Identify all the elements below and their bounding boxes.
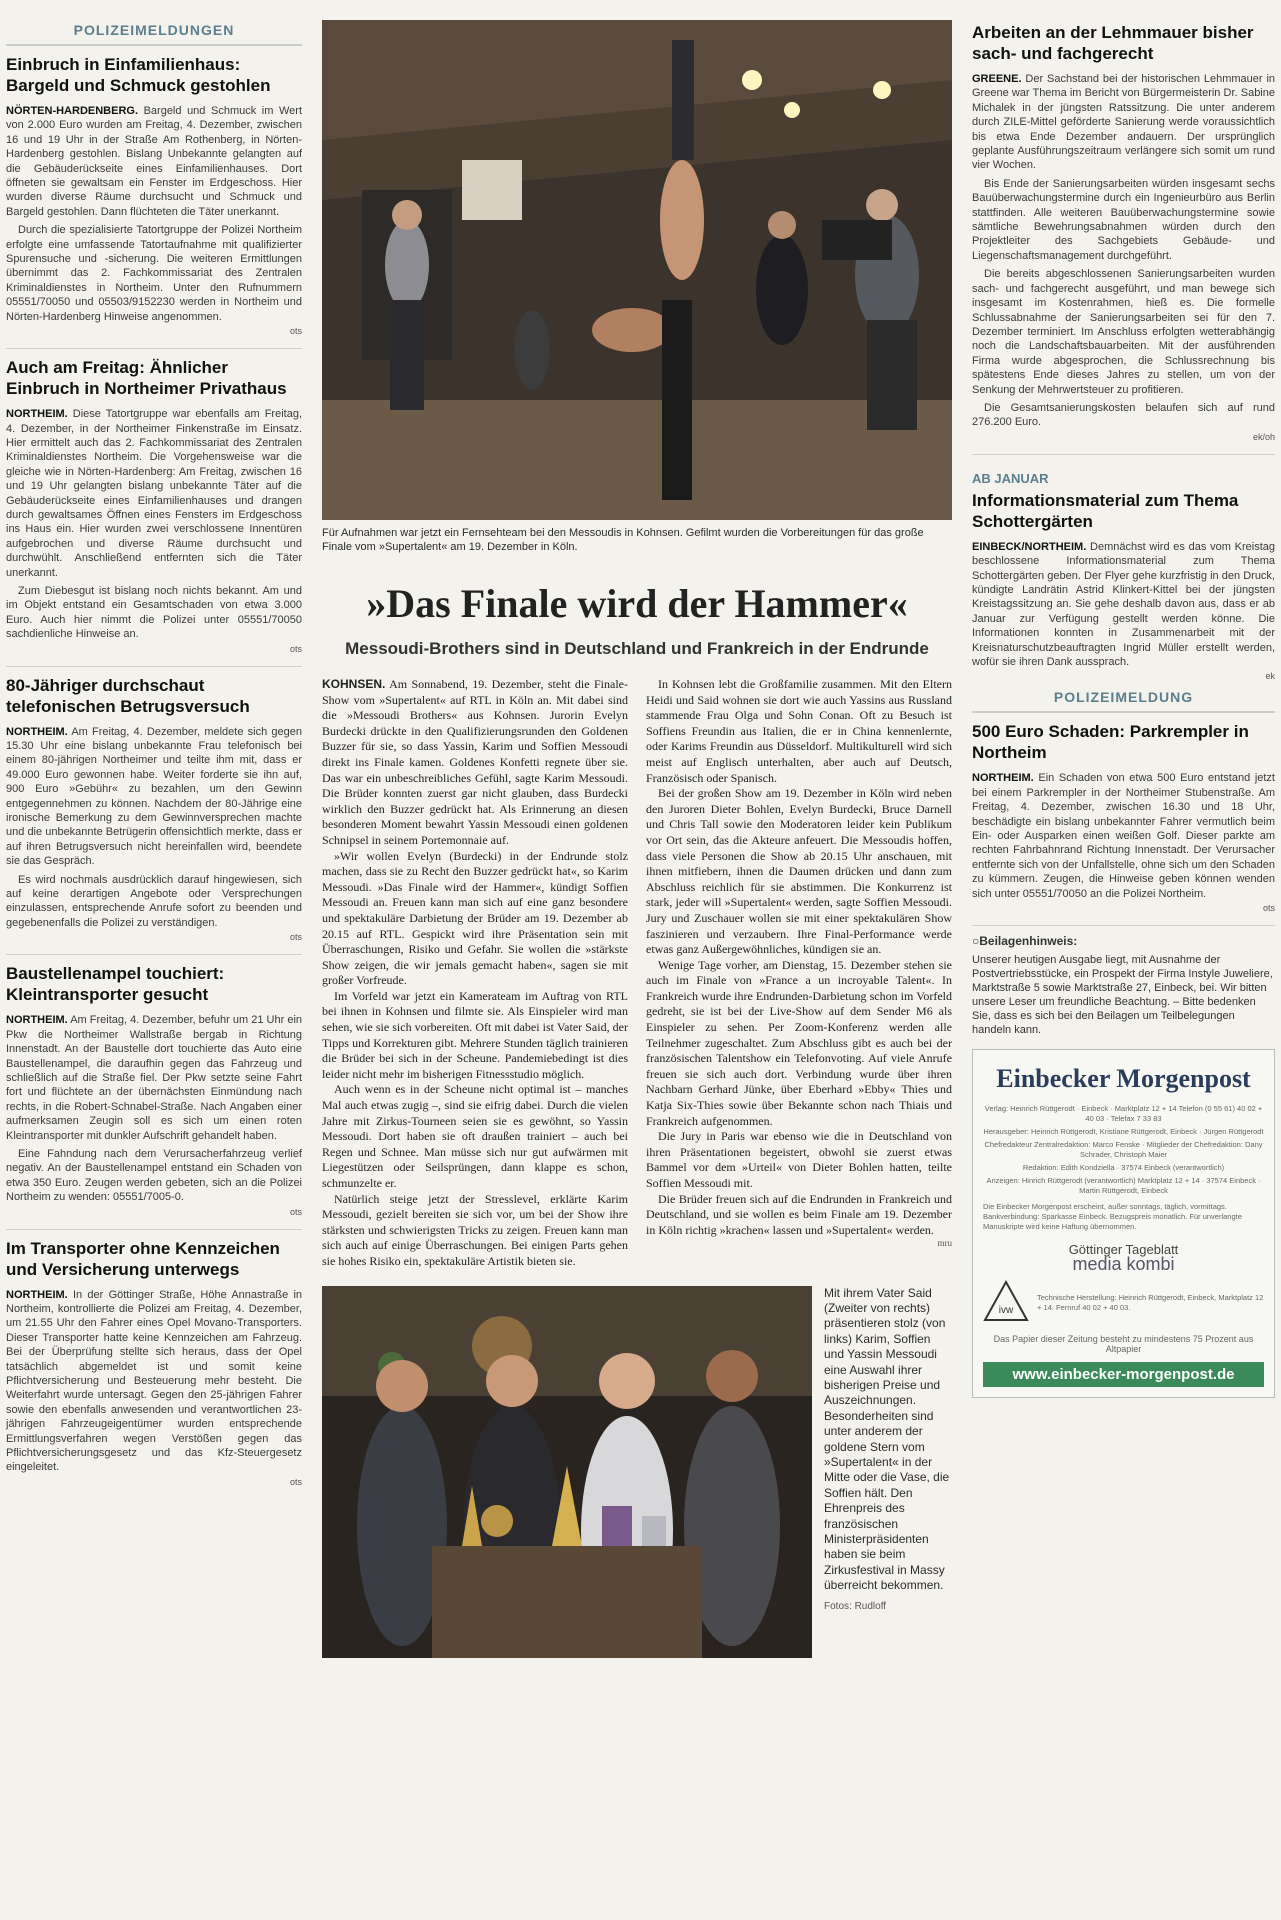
author-sign: ek/oh <box>1252 431 1275 442</box>
divider <box>6 666 302 667</box>
imprint-verlag: Verlag: Heinrich Rüttgerodt · Einbeck · Marktplatz 12 + 14 Telefon (0 55 61) 40 02 + 40 03 · Telefax 7 33 83 <box>984 1104 1263 1124</box>
article-location: NORTHEIM. <box>6 408 68 421</box>
section-label: POLIZEIMELDUNGEN <box>6 0 302 46</box>
article-parkrempler <box>972 721 1275 913</box>
author-sign: ots <box>289 643 302 654</box>
article-transporter <box>6 1238 302 1487</box>
article-body: GREENE. Der Sachstand bei der historischen Lehmmauer in Greene war Thema im Bericht von Bürgermeisterin Dr. Sabine Michalek in der jüngsten Ratssitzung. Die unter anderem durch ZILE-Mittel geförderte Sanierung werde voraussichtlich bis etwa Ende Dezember andauern. Der ursprünglich geplante Ausführungszeitraum verlängere sich somit um rund vier Wochen. <box>972 73 1276 172</box>
article-body: Bis Ende der Sanierungsarbeiten würden insgesamt sechs Bauüberwachungstermine durch ein Ingenieurbüro aus Berlin stattfinden. Alle weiteren Bauüberwachungstermine sowie sämtliche Bewehrungsabnahmen würden durch den Projektleiter des Sachgebiets Gebäude- und Liegenschaftsmanagement durchgeführt. <box>972 177 1275 262</box>
paragraph: »Wir wollen Evelyn (Burdecki) in der Endrunde stolz machen, dass sie zu Recht den Buzzer gedrückt hat«, so Karim Messoudi. »Das Finale wird der Hammer«, kündigt Soffien Messoudi an. Freuen kann man sich auf eine ganz besondere und spektakuläre Darbietung der Brüder am 19. Dezember ab 20.15 auf RTL. Gespickt wird ihre Präsentation sein mit Überraschungen, Risiko und Gefahr. Sie wollen die »stärkste Show zeigen, die wir jemals gemacht haben«, sagen sie mit großer Vorfreude. <box>322 848 628 988</box>
author-sign: ots <box>289 1476 302 1487</box>
article-body: Die bereits abgeschlossenen Sanierungsarbeiten wurden sach- und fachgerecht ausgeführt, und man bewege sich insgesamt im Kostenrahmen, hieß es. Die formelle Schlussabnahme der Sanierungsarbeiten sei für den 7. Dezember terminiert. Im Anschluss erfolgten wetterabhängig noch die Landschaftsbauarbeiten. Mit der ausführenden Firma wurde abgesprochen, die Schlussrechnung bis spätestens Ende dieses Jahres zu stellen, um von der Senkung der Mehrwertsteuer zu profitieren. <box>972 268 1275 396</box>
article-body: Es wird nochmals ausdrücklich darauf hingewiesen, sich auf keine derartigen Angebote oder Versprechungen einzulassen, entsprechende Anrufe sofort zu beenden und gegebenenfalls die Polizei zu verständigen. <box>6 873 302 929</box>
article-body: NORTHEIM. In der Göttinger Straße, Höhe Annastraße in Northeim, kontrollierte die Polizei am Freitag, 4. Dezember, um 21.55 Uhr den Fahrer eines Opel Movano-Transporters. Dieser Transporter hatte keine Kennzeichen am Fahrzeug. Bei der Überprüfung stellte sich heraus, dass der Opel tatsächlich abgemeldet ist und somit keine Pflichtversicherung und Besteuerung mehr besteht. Die Weiterfahrt wurde untersagt. Gegen den 25-jährigen Fahrer sowie den ebenfalls anwesenden und verantwortlichen 23-jährigen Fahrzeugeigentümer wurden entsprechende Ermittlungsverfahren wegen Verstößen gegen das Pflichtversicherungsgesetz und das Kfz-Steuergesetz eingeleitet. <box>6 1288 303 1474</box>
hint-text: Unserer heutigen Ausgabe liegt, mit Ausnahme der Postvertriebsstücke, ein Prospekt der Firma Instyle Juweliere, Marktstraße 5 sowie Marktstraße 27, Einbeck, bei. Wir bitten unsere Leser um freundliche Beachtung. – Bitte bedenken Sie, dass es sich bei den Beilagen um Teilbelegungen handeln kann. <box>972 954 1273 1037</box>
website-link[interactable]: www.einbecker-morgenpost.de <box>983 1362 1264 1387</box>
imprint-chefredaktion: Chefredakteur Zentralredaktion: Marco Fenske · Mitglieder der Chefredaktion: Dany Schrader, Christoph Maier <box>984 1140 1263 1160</box>
paragraph: Im Vorfeld war jetzt ein Kamerateam im Auftrag von RTL bei ihnen in Kohnsen und filmte sie. Als Einspieler wird man sehen, wie sie sich vorbereiten. Oft mit dabei ist Vater Said, der Tipps und Korrekturen gibt. Mehrere Stunden täglich trainieren die Brüder bei sich in der Scheune. Pandemiebedingt ist dies leider nicht mehr im bisherigen Fitnessstudio möglich. <box>322 988 628 1081</box>
photo-brothers <box>322 1286 812 1658</box>
imprint-fineprint: Technische Herstellung: Heinrich Rüttgerodt, Einbeck, Marktplatz 12 + 14. Fernruf 40 02 + 40 03. <box>1037 1293 1264 1313</box>
article-location: NORTHEIM. <box>6 725 68 738</box>
article-text <box>322 677 952 1270</box>
svg-text:ivw: ivw <box>998 1305 1014 1317</box>
article-headline: 500 Euro Schaden: Parkrempler in Northeim <box>972 722 1249 763</box>
divider <box>6 954 302 955</box>
ivw-seal-icon <box>983 1280 1029 1326</box>
article-body: NÖRTEN-HARDENBERG. Bargeld und Schmuck im Wert von 2.000 Euro wurden am Freitag, 4. Dezember, zwischen 16 und 19 Uhr in der Straße Am Rothenberg, in Nörten-Hardenberg gestohlen. Bislang Unbekannte gelangten auf die Gebäuderückseite eines Einfamilienhauses. Dort öffneten sie gewaltsam ein Fenster im Erdgeschoss. Hier wurden diverse Räume durchsucht und Schmuck und Bargeld gestohlen. Dann flüchteten die Täter unerkannt. <box>6 105 302 218</box>
section-label: POLIZEIMELDUNG <box>972 681 1275 713</box>
divider <box>972 925 1275 926</box>
article-headline: Einbruch in Einfamilienhaus: Bargeld und Schmuck gestohlen <box>6 55 271 95</box>
article-location: NÖRTEN-HARDENBERG. <box>6 105 138 117</box>
article-betrugsversuch <box>6 675 302 943</box>
article-location: EINBECK/NORTHEIM. <box>972 540 1087 553</box>
article-body: Die Gesamtsanierungskosten belaufen sich auf rund 276.200 Euro. <box>972 401 1275 429</box>
photo-image <box>322 20 952 520</box>
imprint-fineprint: Die Einbecker Morgenpost erscheint, außer sonntags, täglich, vormittags. Bankverbindung: Sparkasse Einbeck. Bezugspreis monatlich. Für unverlangte Manuskripte wird keine Haftung übernommen. <box>983 1202 1242 1232</box>
author-sign: mru <box>937 1238 952 1249</box>
imprint-anzeigen: Anzeigen: Hinrich Rüttgerodt (verantwortlich) Marktplatz 12 + 14 · 37574 Einbeck · Martin Rüttgerodt, Einbeck <box>986 1176 1261 1196</box>
article-body: Durch die spezialisierte Tatortgruppe der Polizei Northeim erfolgte eine umfassende Tatortaufnahme mit qualifizierter Spurensuche und -sicherung. Die weiteren Ermittlungen übernimmt das 2. Fachkommissariat des Zentralen Kriminaldienstes in Northeim. Unter den Rufnummern 05551/70050 und 05503/9152230 werden in Northeim und Nörten-Hardenberg Hinweise angenommen. <box>6 224 302 323</box>
author-sign: ots <box>289 326 302 337</box>
article-location: KOHNSEN. <box>322 677 386 691</box>
article-headline: Informationsmaterial zum Thema Schottergärten <box>972 490 1239 531</box>
article-lehmmauer <box>972 22 1275 442</box>
author-sign: ots <box>289 1206 302 1217</box>
divider <box>6 1229 302 1230</box>
photo-credit: Fotos: Rudloff <box>824 1600 887 1612</box>
photo-image <box>322 1286 812 1658</box>
tageblatt-logo: Göttinger Tageblatt media kombi <box>1068 1242 1179 1275</box>
paragraph: Bei der großen Show am 19. Dezember in Köln wird neben den Juroren Dieter Bohlen, Evelyn Burdecki, Bruce Darnell und Chris Tall sowie den Moderatoren leider kein Publikum vor Ort sein, das die Akteure anfeuert. Die Messoudis hoffen, dass viele Personen die Show ab 20.15 Uhr anschauen, mit ihnen mitfiebern, ihnen die Daumen drücken und dann zum Abschluss reichlich für sie abstimmen. Die Konkurrenz ist stark, jeder will »Supertalent« werden, sagte Soffien Messoudi. Jury und Zuschauer wollen sie mit einer spektakulären Show faszinieren und verzaubern. Ihre Final-Performance werde etwas ganz Außergewöhnliches, kündigen sie an. <box>646 786 952 957</box>
article-baustellenampel <box>6 963 302 1216</box>
bullet-icon: ○ <box>972 934 980 949</box>
article-body: Eine Fahndung nach dem Verursacherfahrzeug verlief negativ. An der Baustellenampel entstand ein Schaden von etwa 350 Euro. Zeugen werden gebeten, sich an die Polizei Northeim zu wenden: 05551/7005-0. <box>6 1147 302 1204</box>
article-location: NORTHEIM. <box>972 772 1034 785</box>
paragraph: Natürlich steige jetzt der Stresslevel, erklärte Karim Messoudi, gezielt bereiten sie sich vor, um bei der Show ihre stärksten und schwierigsten Tricks zu zeigen. Freuen kann man sich auch auf einige Überraschungen. Bei einigen Parts gehen sie hohes Risiko ein, spektakuläre Artistik bieten sie. <box>322 1191 628 1268</box>
imprint-bottom <box>983 1280 1264 1326</box>
imprint-redaktion: Redaktion: Edith Kondziella · 37574 Einbeck (verantwortlich) <box>1022 1163 1225 1173</box>
paragraph: Wenige Tage vorher, am Dienstag, 15. Dezember stehen sie auch im Finale von »France a un incroyable Talent«. In Frankreich wurde ihre Endrunden-Darbietung schon im Vorfeld gedreht, sie ist bei der Live-Show auf dem Sender M6 als Einspieler zu sehen. Per Zoom-Konferenz werden alle Teilnehmer zugeschaltet. Zum Abschluss gibt es auch bei der französischen Talentshow ein Telefonvoting. Auf viele Anrufe freuen sie sich auch dort. Verbindung wurde über ihren Nachbarn Gerhard Jünke, über Eberhard »Ebby« Thies und Katja Six-Thies sowie über Bekannte schon nach Thiais und Frankreich aufgenommen. <box>646 957 952 1128</box>
page-subheadline: Messoudi-Brothers sind in Deutschland und Frankreich in der Endrunde <box>345 639 929 658</box>
paragraph: Die Jury in Paris war ebenso wie die in Deutschland von ihren Präsentationen begeistert, obwohl sie zuerst etwas Bammel vor dem »Urteil« von Dieter Bohlen hatten, teilte Soffien Messoudi mit. <box>646 1129 952 1190</box>
left-column <box>6 0 302 1487</box>
article-body: NORTHEIM. Am Freitag, 4. Dezember, meldete sich gegen 15.30 Uhr eine bislang unbekannte Frau telefonisch bei einem 80-jährigen Northeimer und teilte ihm mit, dass er 49.000 Euro gewonnen habe. Weiter forderte sie ihn auf, 900 Euro »Gebühr« zu bezahlen, um den Gewinn entgegennehmen zu können. Nachdem der 80-Jährige eine ironische Bemerkung zu dem Gewinnversprechen machte und die unbekannte Betrügerin offensichtlich merkte, dass er auf ihren Betrugsversuch nicht hereinfallen wird, beendete sie das Gespräch. <box>6 725 303 868</box>
article-headline: Auch am Freitag: Ähnlicher Einbruch in Northeimer Privathaus <box>6 358 287 399</box>
article-body: NORTHEIM. Am Freitag, 4. Dezember, befuhr um 21 Uhr ein Pkw die Northeimer Wallstraße bergab in Richtung Innenstadt. An der Baustelle dort touchierte das Auto eine Baustellenampel, die daraufhin gegen das Fahrzeug und schließlich auf die Straße fiel. Der Pkw setzte seine Fahrt fort und flüchtete an der übernächsten Einmündung nach rechts, in die Robert-Schnabel-Straße. Nach Angaben einer aufmerksamen Zeugin soll es sich um einen roten Kleintransporter mit dunkler Aufschrift gehandelt haben. <box>6 1014 303 1142</box>
paragraph: Die Brüder freuen sich auf die Endrunden in Frankreich und Deutschland, und sie wollen es beim Finale am 19. Dezember in Köln richtig »krachen« lassen und »Supertalent« werden. <box>646 1191 952 1237</box>
divider <box>6 348 302 349</box>
author-sign: ots <box>289 932 302 943</box>
hint-title: ○Beilagenhinweis: <box>972 934 1078 949</box>
article-privathaus <box>6 357 302 654</box>
article-headline: Im Transporter ohne Kennzeichen und Versicherung unterwegs <box>6 1238 280 1279</box>
divider <box>972 454 1275 455</box>
article-body: NORTHEIM. Diese Tatortgruppe war ebenfalls am Freitag, 4. Dezember, in der Northeimer Finkenstraße im Einsatz. Hier ermittelt auch das 2. Fachkommissariat des Zentralen Kriminaldienstes Northeim. Die Vorgehensweise war die gleiche wie in Nörten-Hardenberg: Am Freitag, zwischen 16 und 19 Uhr gelangten bislang unbekannte Täter auf die Gebäuderückseite eines Einfamilienhauses und drangen durch gewaltsames Öffnen eines Fensters im Erdgeschoss ins Haus ein. Hier wurden zwei verschlossene Innentüren aufgebrochen und diverse Räume durchsucht und durchwühlt. Anschließend entfernten sich die Täter unerkannt. <box>6 408 302 579</box>
article-headline: 80-Jähriger durchschaut telefonischen Betrugsversuch <box>6 675 250 716</box>
photo-caption: Mit ihrem Vater Said (Zweiter von rechts) präsentieren stolz (von links) Karim, Soffien und Yassin Messoudi eine Auswahl ihrer bisherigen Preise und Auszeichnungen. Besonderheiten sind unter anderem der goldene Stern vom »Supertalent« in der Mitte oder die Vase, die Soffien hält. Den Ehrenpreis des französischen Ministerpräsidenten haben sie beim Zirkusfestival in Massy überreicht bekommen. <box>824 1285 950 1593</box>
article-headline: Baustellenampel touchiert: Kleintransporter gesucht <box>6 964 225 1005</box>
article-location: GREENE. <box>972 73 1022 85</box>
photo-caption: Für Aufnahmen war jetzt ein Fernsehteam bei den Messoudis in Kohnsen. Gefilmt wurden die Vorbereitungen für das große Finale vom »Supertalent« am 19. Dezember in Köln. <box>322 527 924 553</box>
article-body: EINBECK/NORTHEIM. Demnächst wird es das vom Kreistag beschlossene Informationsmaterial zum Thema Schottergärten geben. Der Flyer gehe kurzfristig in den Druck, kündigte Landrätin Astrid Klinkert-Kittel bei der jüngsten Kreistagssitzung an. Sie gehe deshalb davon aus, dass er ab Januar zur Verfügung gestellt werden könne. Die Informationen konnten in Zusammenarbeit mit der Kreisnaturschutzbeauftragten Ingrid Müller erstellt werden, wofür sie ihren Dank aussprach. <box>972 540 1275 668</box>
right-column <box>972 0 1275 1398</box>
text-column-2 <box>646 677 952 1270</box>
beilagen-hint <box>972 934 1275 1037</box>
paragraph: In Kohnsen lebt die Großfamilie zusammen. Mit den Eltern Heidi und Said wohnen sie dort wie auch Yassins aus Russland stammende Frau Olga und Sohn Conan. Oft zu Besuch ist Soffiens Freundin aus Italien, die er in China kennenlernte, oder Karims Freundin aus Düsseldorf. Multikulturell wird sich meist auf Englisch unterhalten, aber auch auf Deutsch, Französisch oder Spanisch. <box>646 677 952 785</box>
article-body: Zum Diebesgut ist bislang noch nichts bekannt. Am und im Objekt entstand ein Gesamtschaden von etwa 3.000 Euro. Auch hier nimmt die Polizei unter 05551/70050 sachdienliche Hinweise an. <box>6 584 302 641</box>
paragraph: KOHNSEN. Am Sonnabend, 19. Dezember, steht die Finale-Show vom »Supertalent« auf RTL in Köln an. Mit dabei sind die »Messoudi Brothers« aus Kohnsen. Jurorin Evelyn Burdecki drückte in den Qualifizierungsrunden den Goldenen Buzzer für sie, so dass Yassin, Karim und Soffien Messoudi direkt ins Finale kamen. Goldenes Konfetti regnete über sie. Das war ein unbeschreibliches Gefühl, sagte Karim Messoudi. Die Brüder konnten zuerst gar nicht glauben, dass Burdecki wirklich den Buzzer gedrückt hat. Als Erinnerung an diesen besonderen Moment bewahrt Yassin Messoudi einen goldenen Schnipsel in seinem Portemonnaie auf. <box>322 677 628 847</box>
author-sign: ots <box>1262 903 1275 914</box>
article-body: NORTHEIM. Ein Schaden von etwa 500 Euro entstand jetzt bei einem Parkrempler in der Northeimer Stubenstraße. Am Freitag, 4. Dezember, zwischen 16.30 und 18 Uhr, beschädigte ein bislang unbekannter Fahrer vermutlich beim Ein- oder Ausparken einen weißen Golf. Dieser parkte am rechten Fahrbahnrand Richtung Innenstadt. Der Verursacher entfernte sich von der Unfallstelle, ohne sich um den Schaden zu kümmern. Zeugen, die Hinweise geben können wenden sich unter 05551/70050 an die Polizei Northeim. <box>972 772 1275 900</box>
article-schottergaerten <box>972 463 1275 682</box>
article-kicker: AB JANUAR <box>972 470 1049 486</box>
paper-notice: Das Papier dieser Zeitung besteht zu mindestens 75 Prozent aus Altpapier <box>993 1334 1254 1355</box>
photo-caption-block <box>824 1286 952 1658</box>
page-headline: »Das Finale wird der Hammer« <box>366 581 908 626</box>
article-location: NORTHEIM. <box>6 1014 68 1027</box>
bottom-photo-block <box>322 1286 952 1658</box>
article-location: NORTHEIM. <box>6 1288 68 1301</box>
article-headline: Arbeiten an der Lehmmauer bisher sach- und fachgerecht <box>972 23 1254 63</box>
photo-tv-team <box>322 20 952 520</box>
article-einbruch-einfamilienhaus <box>6 54 302 336</box>
author-sign: ek <box>1265 671 1275 682</box>
text-column-1 <box>322 677 628 1270</box>
imprint-box <box>972 1049 1275 1398</box>
imprint-herausgeber: Herausgeber: Heinrich Rüttgerodt, Kristiane Rüttgerodt, Einbeck · Jürgen Rüttgerodt <box>983 1127 1264 1137</box>
paragraph: Auch wenn es in der Scheune nicht optimal ist – manches Mal auch etwas zugig –, sind sie eifrig dabei. Durch die vielen Jahre mit Zirkus-Tourneen seien sie es gewöhnt, so Yassin Messoudi. Dort haben sie oft draußen trainiert – auch bei Regen und Schnee. Man müsse sich nur gut aufwärmen mit Liegestützen oder Seilsprüngen, dann klappe es schon, schmunzelte er. <box>322 1082 628 1190</box>
main-article <box>322 0 952 1658</box>
masthead-logo: Einbecker Morgenpost <box>996 1064 1251 1094</box>
